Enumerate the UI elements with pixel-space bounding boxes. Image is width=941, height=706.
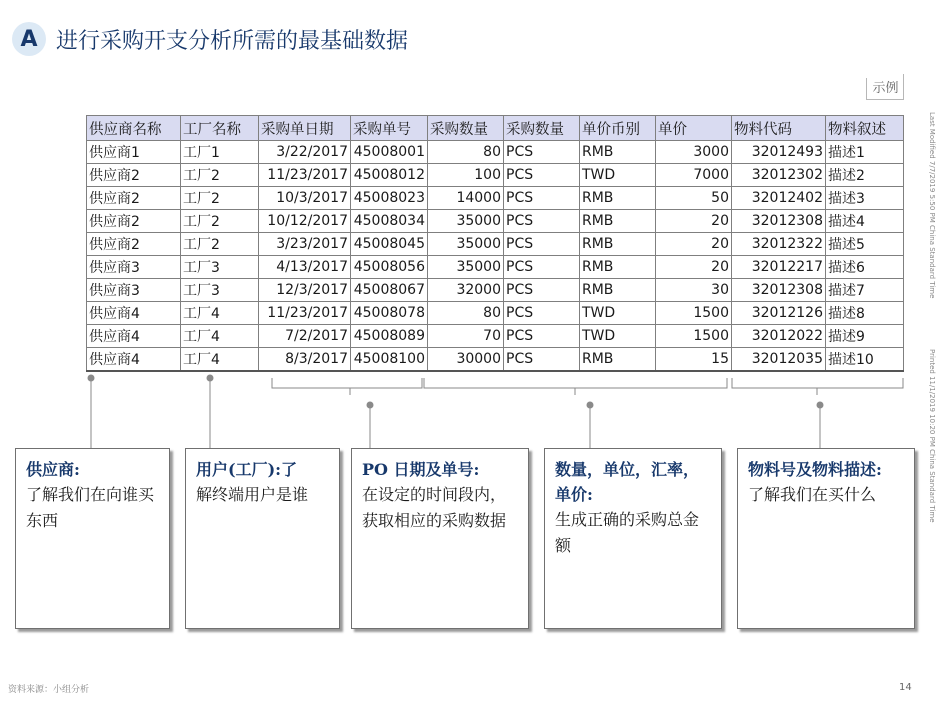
table-cell: RMB — [580, 348, 656, 372]
table-cell: 45008001 — [351, 141, 428, 164]
table-cell: 32012402 — [732, 187, 826, 210]
table-cell: 80 — [428, 141, 504, 164]
table-cell: 45008056 — [351, 256, 428, 279]
table-cell: RMB — [580, 256, 656, 279]
table-cell: PCS — [504, 187, 580, 210]
table-cell: 45008067 — [351, 279, 428, 302]
callout-body: 生成正确的采购总金额 — [555, 510, 700, 555]
table-cell: 工厂2 — [181, 233, 259, 256]
table-cell: 15 — [656, 348, 732, 372]
dot-po — [367, 402, 374, 409]
printed-note: Printed 11/1/2019 10:20 PM China Standard Time — [928, 349, 936, 523]
table-cell: 32000 — [428, 279, 504, 302]
table-cell: PCS — [504, 302, 580, 325]
table-cell: 工厂4 — [181, 348, 259, 372]
table-cell: 供应商2 — [87, 233, 181, 256]
callout-box-supplier — [15, 448, 170, 629]
table-cell: 7000 — [656, 164, 732, 187]
column-header: 物料叙述 — [826, 116, 904, 141]
table-cell: 供应商3 — [87, 256, 181, 279]
table-cell: 3/23/2017 — [259, 233, 351, 256]
table-cell: 45008012 — [351, 164, 428, 187]
table-cell: 供应商1 — [87, 141, 181, 164]
dot-quantity — [587, 402, 594, 409]
table-cell: 1500 — [656, 302, 732, 325]
table-cell: 工厂2 — [181, 187, 259, 210]
table-cell: 工厂2 — [181, 210, 259, 233]
column-header: 单价 — [656, 116, 732, 141]
table-cell: 描述2 — [826, 164, 904, 187]
column-header: 供应商名称 — [87, 116, 181, 141]
table-cell: 供应商4 — [87, 348, 181, 372]
table-cell: 工厂2 — [181, 164, 259, 187]
table-cell: 20 — [656, 233, 732, 256]
callout-box-quantity — [544, 448, 722, 629]
page-title: 进行采购开支分析所需的最基础数据 — [56, 29, 409, 54]
table-cell: PCS — [504, 325, 580, 348]
bracket-po — [272, 378, 422, 388]
table-cell: 工厂1 — [181, 141, 259, 164]
column-header: 工厂名称 — [181, 116, 259, 141]
table-cell: PCS — [504, 164, 580, 187]
table-cell: 20 — [656, 210, 732, 233]
table-cell: 描述1 — [826, 141, 904, 164]
table-cell: 32012308 — [732, 210, 826, 233]
table-cell: 35000 — [428, 210, 504, 233]
table-cell: 35000 — [428, 256, 504, 279]
table-cell: 描述4 — [826, 210, 904, 233]
table-cell: 32012035 — [732, 348, 826, 372]
table-cell: TWD — [580, 302, 656, 325]
table-cell: 14000 — [428, 187, 504, 210]
callout-title: 用户(工厂):了 — [196, 460, 298, 479]
table-cell: 工厂4 — [181, 325, 259, 348]
table-cell: 1500 — [656, 325, 732, 348]
table-cell: 供应商2 — [87, 187, 181, 210]
table-cell: 7/2/2017 — [259, 325, 351, 348]
table-cell: 70 — [428, 325, 504, 348]
table-cell: PCS — [504, 233, 580, 256]
column-header: 采购数量 — [504, 116, 580, 141]
table-cell: PCS — [504, 210, 580, 233]
table-cell: 11/23/2017 — [259, 302, 351, 325]
table-cell: 32012217 — [732, 256, 826, 279]
table-cell: 80 — [428, 302, 504, 325]
table-cell: 供应商2 — [87, 164, 181, 187]
table-cell: PCS — [504, 141, 580, 164]
column-header: 物料代码 — [732, 116, 826, 141]
table-cell: 35000 — [428, 233, 504, 256]
callout-title: PO 日期及单号: — [362, 460, 480, 479]
callout-title: 供应商: — [26, 460, 80, 479]
table-cell: RMB — [580, 141, 656, 164]
table-cell: 10/12/2017 — [259, 210, 351, 233]
table-cell: PCS — [504, 256, 580, 279]
table-cell: 11/23/2017 — [259, 164, 351, 187]
page-number: 14 — [899, 682, 912, 693]
callout-body: 解终端用户是谁 — [196, 485, 309, 504]
table-cell: 工厂3 — [181, 279, 259, 302]
callout-body: 在设定的时间段内，获取相应的采购数据 — [362, 485, 507, 530]
column-header: 采购单号 — [351, 116, 428, 141]
table-cell: TWD — [580, 325, 656, 348]
table-cell: RMB — [580, 210, 656, 233]
callout-box-po — [351, 448, 529, 629]
callout-box-material — [737, 448, 915, 629]
table-cell: PCS — [504, 279, 580, 302]
table-cell: 45008100 — [351, 348, 428, 372]
table-cell: 45008078 — [351, 302, 428, 325]
table-cell: 3/22/2017 — [259, 141, 351, 164]
table-cell: 45008089 — [351, 325, 428, 348]
table-cell: 描述9 — [826, 325, 904, 348]
table-cell: 描述8 — [826, 302, 904, 325]
dot-material — [817, 402, 824, 409]
table-cell: 供应商3 — [87, 279, 181, 302]
table-cell: 30000 — [428, 348, 504, 372]
dot-plant — [207, 375, 214, 382]
table-cell: 100 — [428, 164, 504, 187]
table-cell: 供应商2 — [87, 210, 181, 233]
table-cell: 32012308 — [732, 279, 826, 302]
table-cell: 32012022 — [732, 325, 826, 348]
table-cell: 45008045 — [351, 233, 428, 256]
table-cell: 50 — [656, 187, 732, 210]
callout-body: 了解我们在买什么 — [748, 485, 877, 504]
bracket-quantity — [424, 378, 727, 388]
column-header: 采购数量 — [428, 116, 504, 141]
table-cell: 32012302 — [732, 164, 826, 187]
table-cell: 45008023 — [351, 187, 428, 210]
table-cell: 32012322 — [732, 233, 826, 256]
callout-body: 了解我们在向谁买东西 — [26, 485, 155, 530]
column-header: 采购单日期 — [259, 116, 351, 141]
bracket-material — [732, 378, 903, 388]
section-badge: A — [12, 22, 46, 56]
table-cell: 32012493 — [732, 141, 826, 164]
example-tag: 示例 — [866, 78, 904, 100]
table-cell: TWD — [580, 164, 656, 187]
table-cell: 描述6 — [826, 256, 904, 279]
table-cell: PCS — [504, 348, 580, 372]
table-cell: 30 — [656, 279, 732, 302]
table-cell: 描述3 — [826, 187, 904, 210]
table-cell: 8/3/2017 — [259, 348, 351, 372]
table-cell: 20 — [656, 256, 732, 279]
table-cell: 4/13/2017 — [259, 256, 351, 279]
table-cell: 描述7 — [826, 279, 904, 302]
table-cell: RMB — [580, 187, 656, 210]
table-cell: 3000 — [656, 141, 732, 164]
table-cell: 45008034 — [351, 210, 428, 233]
callout-box-plant — [185, 448, 340, 629]
table-cell: 12/3/2017 — [259, 279, 351, 302]
dot-supplier — [88, 375, 95, 382]
table-cell: 32012126 — [732, 302, 826, 325]
table-cell: 工厂3 — [181, 256, 259, 279]
table-cell: 供应商4 — [87, 302, 181, 325]
table-cell: 描述5 — [826, 233, 904, 256]
table-cell: 供应商4 — [87, 325, 181, 348]
table-cell: 10/3/2017 — [259, 187, 351, 210]
table-cell: RMB — [580, 233, 656, 256]
last-modified-note: Last Modified 7/7/2019 5:50 PM China Standard Time — [928, 112, 936, 299]
table-cell: RMB — [580, 279, 656, 302]
footer-source: 资料来源：小组分析 — [8, 685, 90, 695]
table-cell: 工厂4 — [181, 302, 259, 325]
callout-title: 物料号及物料描述: — [748, 460, 882, 479]
column-header: 单价币别 — [580, 116, 656, 141]
table-cell: 描述10 — [826, 348, 904, 372]
callout-title: 数量，单位，汇率，单价: — [555, 460, 700, 504]
